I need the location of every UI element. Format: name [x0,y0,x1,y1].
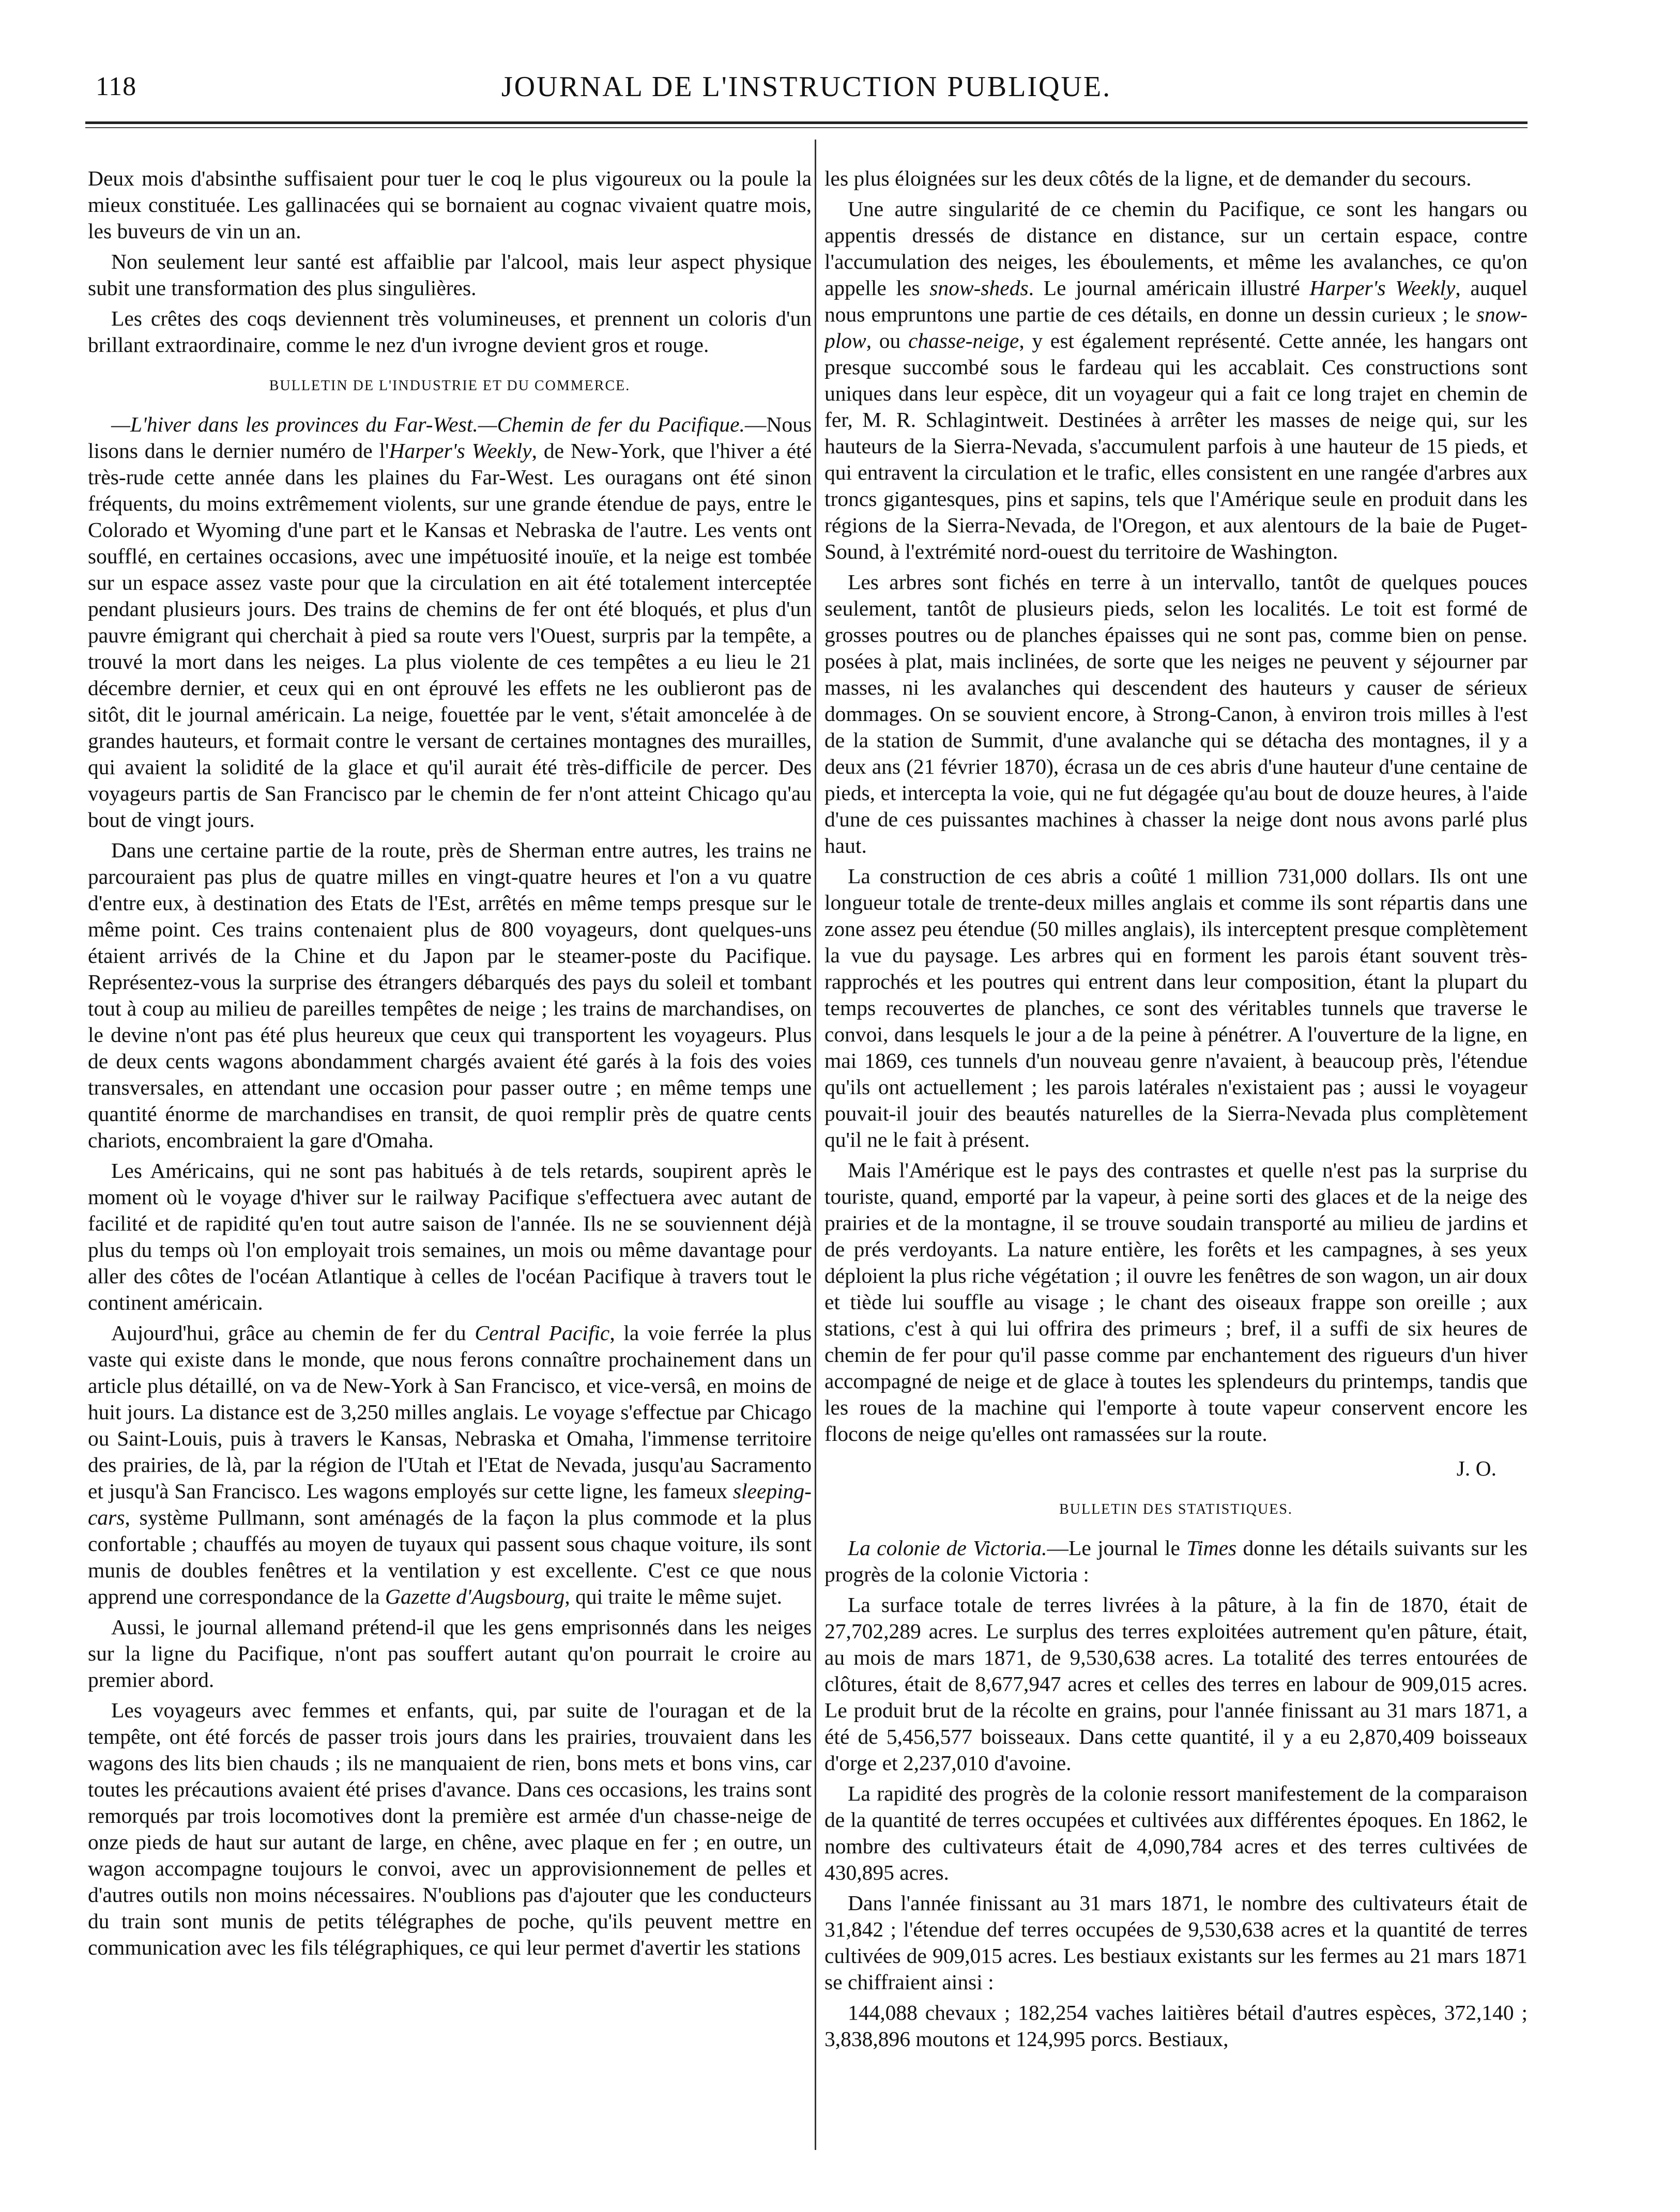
text-run: , la voie ferrée la plus vaste qui existe dans le monde, que nous ferons connaître prochainement dans un article plus détaillé, on va de New-York à San Francisco, et vice-versâ, en moins de huit jours. La distance est de 3,250 milles anglais. Le voyage s'effectue par Chicago ou Saint-Louis, puis à travers le Kansas, Nebraska et Omaha, l'immense territoire des prairies, de là, par la région de l'Utah et l'Etat de Nevada, jusqu'au Sacramento et jusqu'à San Francisco. Les wagons employés sur cette ligne, les fameux [88,1321,812,1503]
text-run: . Le journal américain illustré [1028,276,1310,300]
header-rule [85,121,1528,124]
text-run: Une autre singularité de ce chemin du Pacifique, ce sont les hangars ou appentis dressés de distance en distance, sur un certain espace, contre l'accumulation des neiges, les éboulements, et même les avalanches, ce qu'on appelle les [824,197,1528,300]
header-rule-thin [85,127,1528,128]
term-snow-plow: snow-plow [824,302,1528,352]
running-head: JOURNAL DE L'INSTRUCTION PUBLIQUE. [501,71,1112,103]
paragraph: Les crêtes des coqs deviennent très volumineuses, et prennent un coloris d'un brillant extraordinaire, comme le nez d'un ivrogne devient gros et rouge. [88,306,812,357]
text-run: , de New-York, que l'hiver a été très-rude cette année dans les plaines du Far-West. Les ouragans ont été sinon fréquents, du moins extrêmement violents, sur une grande étendue de pays, entre le Colorado et Wyoming d'une part et le Kansas et Nebraska de l'autre. Les vents ont soufflé, en certaines occasions, avec une impétuosité inouïe, et la neige est tombée sur un espace assez vaste pour que la circulation en ait été totalement interceptée pendant plusieurs jours. Des trains de chemins de fer ont été bloqués, et plus d'un pauvre émigrant qui cherchait à pied sa route vers l'Ouest, surpris par la tempête, a trouvé la mort dans les neiges. La plus violente de ces tempêtes a eu lieu le 21 décembre dernier, et ceux qui en ont éprouvé les effets ne les oublieront pas de sitôt, dit le journal américain. La neige, fouettée par le vent, s'était amoncelée à de grandes hauteurs, et formait contre le versant de certaines montagnes des murailles, qui avaient la solidité de la glace et qu'il aurait été très-difficile de percer. Des voyageurs partis de San Francisco par le chemin de fer n'ont atteint Chicago qu'au bout de vingt jours. [88,439,812,832]
page-header [85,66,1528,113]
paragraph: Aussi, le journal allemand prétend-il que les gens emprisonnés dans les neiges sur la ligne du Pacifique, n'ont pas souffert autant qu'on pourrait le croire au premier abord. [88,1615,812,1692]
page-number: 118 [96,72,137,101]
paragraph: les plus éloignées sur les deux côtés de la ligne, et de demander du secours. [824,166,1472,190]
column-divider [815,140,816,2150]
paragraph: Mais l'Amérique est le pays des contrastes et quelle n'est pas la surprise du touriste, quand, emporté par la vapeur, à peine sorti des glaces et de la neige des prairies et de la montagne, il se trouve soudain transporté au milieu de jardins et de prés verdoyants. La nature entière, les forêts et les campagnes, à ses yeux déploient la plus riche végétation ; il ouvre les fenêtres de son wagon, un air doux et tiède lui souffle au visage ; le chant des oiseaux frappe son oreille ; aux stations, c'est à qui lui offrira des primeurs ; bref, il a suffi de six heures de chemin de fer pour qu'il passe comme par enchantement des rigueurs d'un hiver accompagné de neige et de glace à toutes les splendeurs du printemps, tandis que les roues de la machine qui l'emporte à toute vapeur conservent encore les flocons de neige qu'elles ont ramassées sur la route. [824,1158,1528,1446]
paragraph: La surface totale de terres livrées à la pâture, à la fin de 1870, était de 27,702,289 acres. Le surplus des terres exploitées autrement qu'en pâture, était, au mois de mars 1871, de 9,530,638 acres. La totalité des terres entourées de clôtures, était de 8,677,947 acres et celles des terres en labour de 909,015 acres. Le produit brut de la récolte en grains, pour l'année finissant au 31 mars 1871, a été de 5,456,577 boisseaux. Dans cette quantité, il y a eu 2,870,409 boisseaux d'orge et 2,237,010 d'avoine. [824,1593,1528,1775]
paragraph: Les voyageurs avec femmes et enfants, qui, par suite de l'ouragan et de la tempête, ont été forcés de passer trois jours dans les prairies, trouvaient dans les wagons des lits bien chauds ; ils ne manquaient de rien, bons mets et bons vins, car toutes les précautions avaient été prises d'avance. Dans ces occasions, les trains sont remorqués par trois locomotives dont la première est armée d'un chasse-neige de onze pieds de haut sur autant de large, en chêne, avec plaque en fer ; en outre, un wagon accompagne toujours le convoi, avec un approvisionnement de pelles et d'autres outils non moins nécessaires. N'oublions pas d'ajouter que les conducteurs du train sont munis de petits télégraphes de poche, qu'ils peuvent mettre en communication avec les fils télégraphiques, ce qui leur permet d'avertir les stations [88,1698,812,1959]
article-lead: La colonie de Victoria. [848,1536,1047,1560]
text-run: , qui traite le même sujet. [564,1585,782,1608]
paragraph: Deux mois d'absinthe suffisaient pour tuer le coq le plus vigoureux ou la poule la mieux constituée. Les gallinacées qui se bornaient au cognac vivaient quatre mois, les buveurs de vin un an. [88,166,812,243]
article-lead: —L'hiver dans les provinces du Far-West.—Chemin de fer du Pacifique. [111,412,745,436]
paragraph: Non seulement leur santé est affaiblie par l'alcool, mais leur aspect physique subit une transformation des plus singulières. [88,250,812,300]
publication-name: Harper's Weekly [1309,276,1456,300]
text-run: , système Pullmann, sont aménagés de la façon la plus commode et la plus confortable ; chauffés au moyen de tuyaux qui passent sous chaque voiture, ils sont munis de doubles fenêtres et la ventilation y est excellente. C'est ce que nous apprend une correspondance de la [88,1506,812,1608]
paragraph: La rapidité des progrès de la colonie ressort manifestement de la comparaison de la quantité de terres occupées et cultivées aux différentes époques. En 1862, le nombre des cultivateurs était de 4,090,784 acres et des terres cultivées de 430,895 acres. [824,1781,1528,1884]
text-run: , y est également représenté. Cette année, les hangars ont presque succombé sous le fardeau qui les accablait. Ces constructions sont uniques dans leur espèce, dit un voyageur qui a fait ce long trajet en chemin de fer, M. R. Schlagintweit. Destinées à arrêter les masses de neige qui, sur les hauteurs de la Sierra-Nevada, s'accumulent parfois à une hauteur de 15 pieds, et qui entravent la circulation et le trafic, elles consistent en une rangée d'arbres aux troncs gigantesques, pins et sapins, tels que l'Amérique seule en produit dans les régions de la Sierra-Nevada, de l'Oregon, et aux alentours de la baie de Puget-Sound, à l'extrémité nord-ouest du territoire de Washington. [824,329,1528,563]
right-column [824,165,1528,2171]
section-heading-industrie: BULLETIN DE L'INDUSTRIE ET DU COMMERCE. [269,378,631,394]
paragraph-snow-sheds [824,196,1528,565]
author-signature: J. O. [1456,1456,1496,1480]
paragraph-central-pacific [88,1320,812,1610]
text-run: —Le journal le [1047,1536,1187,1560]
paragraph-far-west [88,411,812,833]
railway-name: Central Pacific [475,1321,610,1345]
text-run: , ou [866,329,908,352]
term-sleeping-cars: sleeping-cars [88,1479,812,1529]
paragraph: Dans l'année finissant au 31 mars 1871, le nombre des cultivateurs était de 31,842 ; l'étendue def terres occupées de 9,530,638 acres et la quantité de terres cultivées de 909,015 acres. Les bestiaux existants sur les fermes au 21 mars 1871 se chiffraient ainsi : [824,1891,1528,1994]
term-snow-sheds: snow-sheds [929,276,1029,300]
paragraph: Les arbres sont fichés en terre à un intervallo, tantôt de quelques pouces seulement, tantôt de plusieurs pieds, selon les localités. Le toit est formé de grosses poutres ou de planches épaisses qui ne sont pas, comme bien on pense. posées à plat, mais inclinées, de sorte que les neiges ne peuvent y séjourner par masses, ni les avalanches qui descendent des hauteurs y causer de sérieux dommages. On se souvient encore, à Strong-Canon, à environ trois milles à l'est de la station de Summit, d'une avalanche qui se détacha des montagnes, il y a deux ans (21 février 1870), écrasa un de ces abris d'une hauteur d'une centaine de pieds, et intercepta la voie, qui ne fut dégagée qu'au bout de douze heures, à l'aide d'une de ces puissantes machines à chasser la neige dont nous avons parlé plus haut. [824,570,1528,857]
left-column [88,165,812,2171]
paragraph: Dans une certaine partie de la route, près de Sherman entre autres, les trains ne parcouraient pas plus de quatre milles en vingt-quatre heures et l'on a vu quatre d'entre eux, à destination des Etats de l'Est, arrêtés en même temps presque sur le même point. Ces trains contenaient plus de 800 voyageurs, dont quelques-uns étaient arrivés de la Chine et du Japon par le steamer-poste du Pacifique. Représentez-vous la surprise des étrangers débarqués des pays du soleil et tombant tout à coup au milieu de pareilles tempêtes de neige ; les trains de marchandises, on le devine n'ont pas été plus heureux que ceux qui transportent les voyageurs. Plus de deux cents wagons abondamment chargés avaient été garés à la fois des voies transversales, en attendant une occasion pour passer outre ; en même temps une quantité énorme de marchandises en transit, de quoi remplir près de quatre cents chariots, encombraient la gare d'Omaha. [88,838,812,1152]
paragraph: Les Américains, qui ne sont pas habitués à de tels retards, soupirent après le moment où le voyage d'hiver sur le railway Pacifique s'effectuera avec autant de facilité et de rapidité qu'en tout autre saison de l'année. Ils ne se souviennent déjà plus du temps où l'on employait trois semaines, un mois ou même davantage pour aller des côtes de l'océan Atlantique à celles de l'océan Pacifique à travers tout le continent américain. [88,1159,812,1314]
paragraph: La construction de ces abris a coûté 1 million 731,000 dollars. Ils ont une longueur totale de trente-deux milles anglais et comme ils sont répartis dans une zone assez peu étendue (50 milles anglais), ils interceptent presque complètement la vue du paysage. Les arbres qui en forment les parois étant souvent très-rapprochés et les poutres qui entrent dans leur composition, étant la plupart du temps recouvertes de planches, ce sont des véritables tunnels que traverse le convoi, dans lesquels le jour a de la peine à pénétrer. A l'ouverture de la ligne, en mai 1869, ces tunnels d'un nouveau genre n'avaient, à beaucoup près, l'étendue qu'ils ont actuellement ; les parois latérales n'existaient pas ; aussi le voyageur pouvait-il jouir des beautés naturelles de la Sierra-Nevada plus complètement qu'il ne le fait à présent. [824,864,1528,1151]
publication-name: Gazette d'Augsbourg [385,1585,565,1608]
publication-name: Times [1186,1536,1237,1560]
paragraph: 144,088 chevaux ; 182,254 vaches laitières bétail d'autres espèces, 372,140 ; 3,838,896 moutons et 124,995 porcs. Bestiaux, [824,2001,1528,2051]
publication-name: Harper's Weekly [389,439,532,463]
text-run: , auquel nous empruntons une partie de ces détails, en donne un dessin curieux ; le [824,276,1528,326]
paragraph-victoria [824,1535,1528,1588]
section-heading-statistiques: BULLETIN DES STATISTIQUES. [1059,1501,1293,1517]
term-chasse-neige: chasse-neige [908,329,1019,352]
text-run: —Nous lisons dans le dernier numéro de l' [88,412,812,463]
text-run: donne les détails suivants sur les progrès de la colonie Victoria : [824,1536,1528,1586]
text-run: Aujourd'hui, grâce au chemin de fer du [111,1321,475,1345]
